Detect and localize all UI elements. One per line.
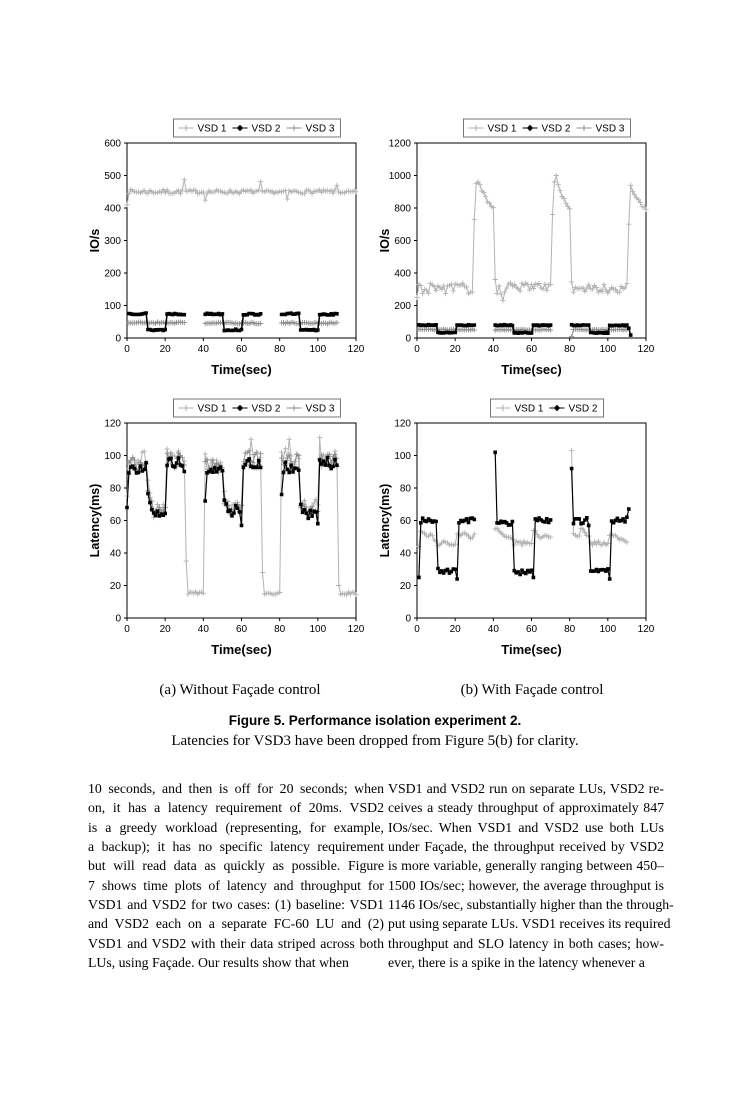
text-line: 1500 IOs/sec; however, the average throughput is <box>388 877 664 893</box>
x-tick-label: 80 <box>274 344 286 355</box>
text-line: is a greedy workload (representing, for example, <box>88 819 384 835</box>
legend-label: VSD 1 <box>487 123 517 135</box>
y-tick-label: 60 <box>399 516 411 527</box>
y-tick-label: 400 <box>104 203 121 215</box>
text-line: under Façade, the throughput received by VSD2 <box>388 839 664 855</box>
text-line: ceives a steady throughput of approximately 847 <box>388 800 664 816</box>
legend-label: VSD 2 <box>251 403 281 415</box>
chart-c-latency-without-facade-canvas <box>85 393 377 671</box>
chart-io-without-facade <box>85 113 377 391</box>
chart-io-with-facade <box>375 113 667 391</box>
x-tick-label: 100 <box>309 344 327 355</box>
x-tick-label: 80 <box>564 344 576 355</box>
y-tick-label: 100 <box>394 451 411 462</box>
chart-d-latency-with-facade-canvas <box>375 393 667 671</box>
text-line: but will read data as quickly as possible. Figure <box>88 858 384 874</box>
x-tick-label: 120 <box>347 624 365 635</box>
text-line: VSD1 and VSD2 for two cases: (1) baseline: VSD1 <box>88 897 384 913</box>
x-tick-label: 20 <box>449 344 461 355</box>
y-tick-label: 100 <box>104 451 121 462</box>
x-axis <box>124 618 365 635</box>
x-tick-label: 100 <box>309 624 327 635</box>
x-tick-label: 0 <box>414 624 420 635</box>
text-line: VSD1 and VSD2 run on separate LUs, VSD2 re- <box>388 781 664 796</box>
text-line: put using separate LUs. VSD1 receives its required <box>388 916 671 932</box>
x-tick-label: 80 <box>274 624 286 635</box>
text-line: 10 seconds, and then is off for 20 seconds; when <box>88 781 384 796</box>
series-vsd-3 <box>126 319 339 326</box>
x-tick-label: 40 <box>197 624 209 635</box>
y-tick-label: 600 <box>394 236 411 247</box>
y-axis-title: IO/s <box>378 228 392 253</box>
legend-label: VSD 1 <box>197 123 227 135</box>
legend-label: VSD 3 <box>305 403 335 415</box>
y-tick-label: 40 <box>109 548 121 560</box>
x-tick-label: 40 <box>487 344 499 355</box>
y-axis-title: IO/s <box>88 228 102 253</box>
x-tick-label: 20 <box>159 624 171 635</box>
y-tick-label: 100 <box>104 301 121 312</box>
y-axis-title: Latency(ms) <box>378 483 392 558</box>
chart-b-io-with-facade-canvas <box>375 113 667 391</box>
body-column-right <box>388 779 674 972</box>
legend <box>174 399 341 417</box>
x-tick-label: 120 <box>347 344 365 355</box>
x-axis <box>124 338 365 355</box>
x-tick-label: 100 <box>599 624 617 635</box>
y-tick-label: 1200 <box>388 138 411 150</box>
legend-label: VSD 2 <box>541 123 571 135</box>
y-tick-label: 1000 <box>388 171 411 182</box>
y-tick-label: 120 <box>104 418 121 430</box>
legend-label: VSD 3 <box>305 123 335 135</box>
text-line: throughput and SLO latency in both cases; how- <box>388 935 664 951</box>
x-tick-label: 0 <box>124 624 130 635</box>
text-line: 1146 IOs/sec, substantially higher than the through- <box>388 897 674 913</box>
legend-label: VSD 3 <box>595 123 625 135</box>
series-vsd-2 <box>125 456 339 528</box>
y-axis <box>394 419 417 625</box>
x-tick-label: 0 <box>124 344 130 355</box>
chart-a-io-without-facade-canvas <box>85 113 377 391</box>
x-axis-title: Time(sec) <box>501 362 562 377</box>
y-tick-label: 80 <box>399 483 411 495</box>
figure-subtitle: Latencies for VSD3 have been dropped from Figure 5(b) for clarity. <box>171 733 579 749</box>
text-line: IOs/sec. When VSD1 and VSD2 use both LUs <box>388 819 664 835</box>
y-axis <box>104 139 127 345</box>
legend <box>464 119 631 137</box>
x-axis-title: Time(sec) <box>501 642 562 657</box>
text-line: on, it has a latency requirement of 20ms. VSD2 <box>88 800 384 816</box>
x-tick-label: 80 <box>564 624 576 635</box>
x-tick-label: 20 <box>449 624 461 635</box>
text-line: ever, there is a spike in the latency whenever a <box>388 955 645 971</box>
y-tick-label: 200 <box>394 301 411 312</box>
y-tick-label: 20 <box>109 581 121 592</box>
chart-latency-with-facade <box>375 393 667 671</box>
y-tick-label: 800 <box>394 203 411 215</box>
y-tick-label: 300 <box>104 236 121 247</box>
x-tick-label: 120 <box>637 624 655 635</box>
text-line: VSD1 and VSD2 with their data striped across both <box>88 935 384 951</box>
x-tick-label: 60 <box>235 624 248 635</box>
y-tick-label: 40 <box>399 548 411 560</box>
x-axis <box>414 338 655 355</box>
y-axis <box>104 419 127 625</box>
chart-latency-without-facade <box>85 393 377 671</box>
x-tick-label: 100 <box>599 344 617 355</box>
x-tick-label: 20 <box>159 344 171 355</box>
series-vsd-2 <box>417 451 630 581</box>
legend-label: VSD 2 <box>251 123 281 135</box>
y-axis <box>389 139 417 345</box>
y-tick-label: 200 <box>104 268 121 280</box>
y-tick-label: 0 <box>115 333 121 345</box>
y-tick-label: 0 <box>405 333 411 345</box>
x-tick-label: 0 <box>414 344 420 355</box>
y-axis-title: Latency(ms) <box>88 483 102 558</box>
legend-label: VSD 1 <box>514 403 544 415</box>
y-tick-label: 120 <box>394 418 411 430</box>
text-line: is more variable, generally ranging between 450– <box>388 858 664 874</box>
legend-label: VSD 1 <box>197 403 227 415</box>
y-tick-label: 600 <box>104 138 121 150</box>
y-tick-label: 80 <box>109 483 121 495</box>
text-line: 7 shows time plots of latency and throughput for <box>88 877 384 893</box>
text-line: and VSD2 each on a separate FC-60 LU and (2) <box>88 916 384 932</box>
caption-a: (a) Without Façade control <box>159 682 321 698</box>
y-tick-label: 0 <box>115 613 121 625</box>
legend <box>491 399 604 417</box>
y-tick-label: 500 <box>104 171 121 182</box>
x-axis-title: Time(sec) <box>211 642 272 657</box>
legend-label: VSD 2 <box>568 403 598 415</box>
x-tick-label: 120 <box>637 344 655 355</box>
x-tick-label: 60 <box>525 624 538 635</box>
body-column-left <box>88 779 384 972</box>
caption-b: (b) With Façade control <box>460 682 604 698</box>
y-tick-label: 400 <box>394 268 411 280</box>
plot-frame <box>127 143 356 338</box>
x-tick-label: 60 <box>235 344 248 355</box>
y-tick-label: 0 <box>405 613 411 625</box>
y-tick-label: 20 <box>399 581 411 592</box>
text-line: a backup); it has no specific latency requirement <box>88 839 384 855</box>
x-tick-label: 60 <box>525 344 538 355</box>
series-vsd-1 <box>416 448 629 549</box>
legend <box>174 119 341 137</box>
figure-title: Figure 5. Performance isolation experiment 2. <box>228 713 522 728</box>
y-tick-label: 60 <box>109 516 121 527</box>
series-vsd-1 <box>414 173 648 303</box>
plot-frame <box>417 143 646 338</box>
text-line: LUs, using Façade. Our results show that when <box>88 955 349 971</box>
x-tick-label: 40 <box>197 344 209 355</box>
x-axis-title: Time(sec) <box>211 362 272 377</box>
x-axis <box>414 618 655 635</box>
series-vsd-1 <box>124 177 358 207</box>
x-tick-label: 40 <box>487 624 499 635</box>
